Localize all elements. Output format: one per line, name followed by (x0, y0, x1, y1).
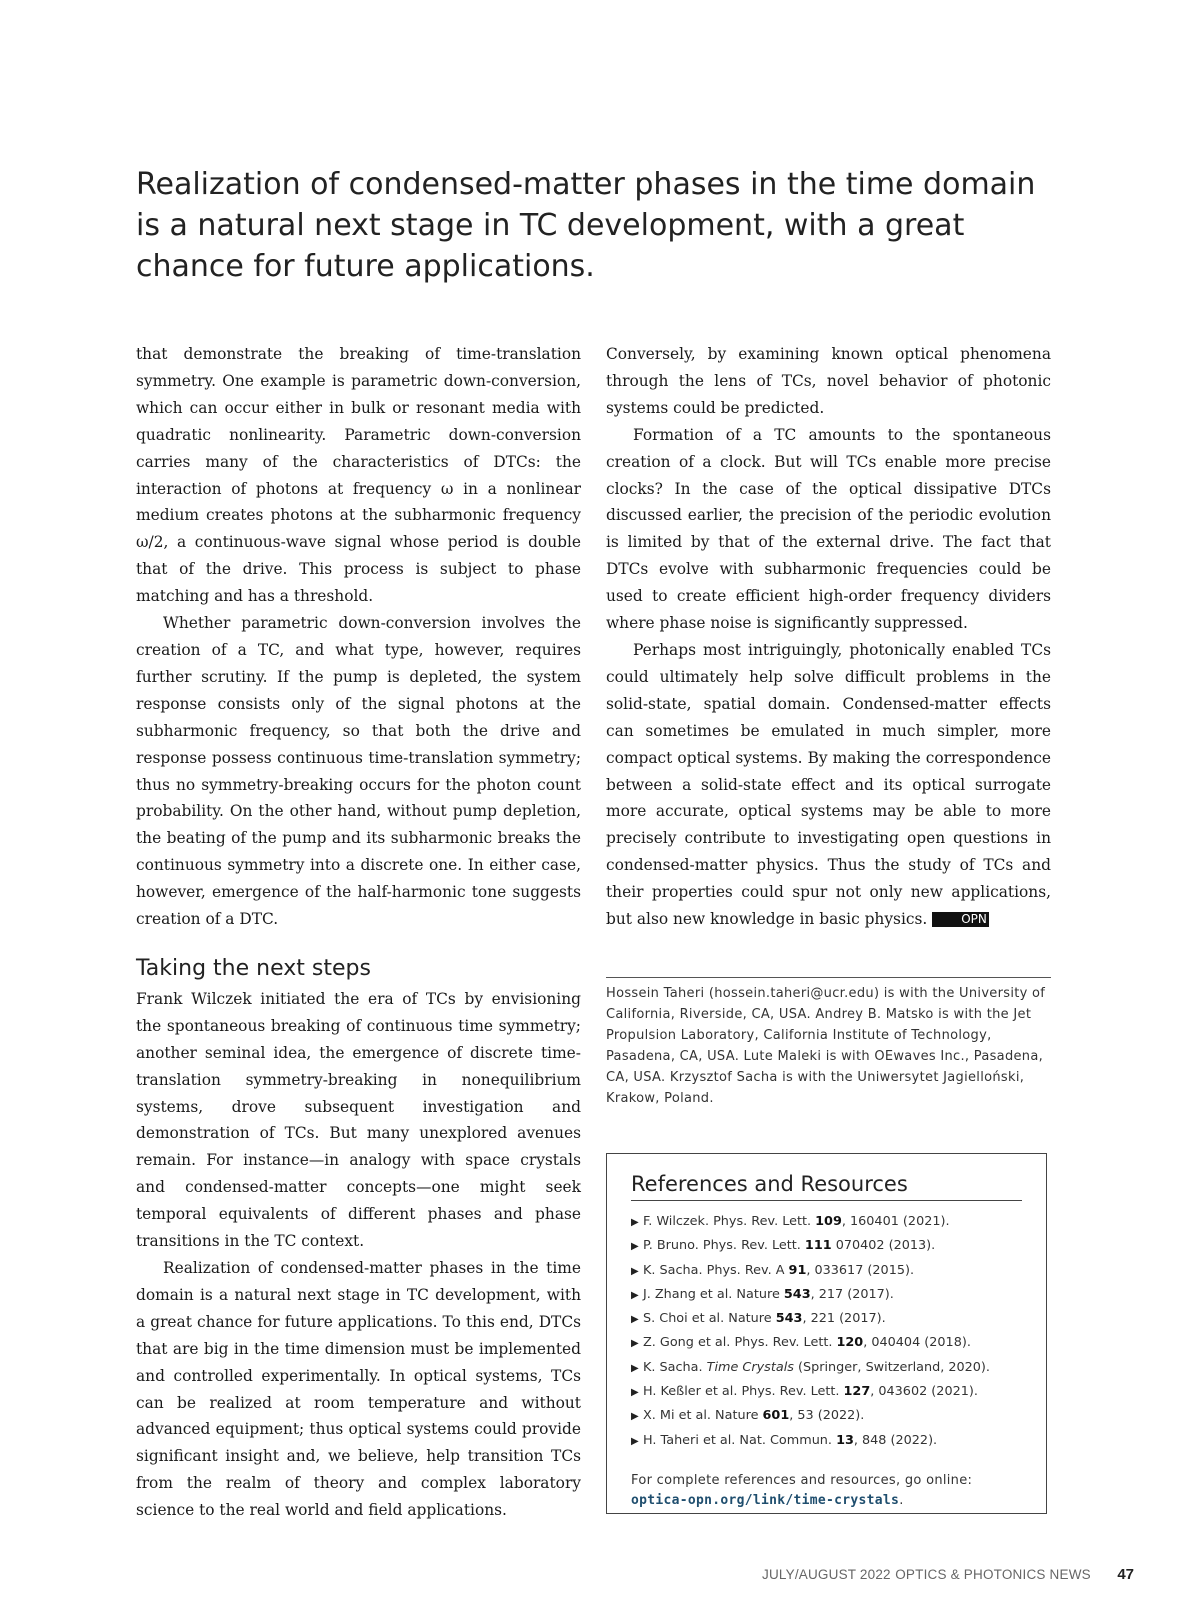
reference-title: Time Crystals (706, 1359, 794, 1375)
body-paragraph: Conversely, by examining known optical phenomena through the lens of TCs, novel behavior of photonic systems could be predicted. (606, 345, 1051, 417)
body-paragraph: Formation of a TC amounts to the spontaneous creation of a clock. But will TCs enable more precise clocks? In the case of the optical dissipative DTCs discussed earlier, the precision of the periodic evolution is limited by that of the external drive. The fact that DTCs evolve with subharmonic frequencies could be used to create efficient high-order frequency dividers where phase noise is significantly suppressed. (606, 425, 1051, 633)
body-paragraph: that demonstrate the breaking of time-translation symmetry. One example is parametric down-conversion, which can occur either in bulk or resonant media with quadratic nonlinearity. Parametric down-conversion carries many of the characteristics of DTCs: the interaction of photons at frequency ω in a nonlinear medium creates photons at the subharmonic frequency ω/2, a continuous-wave signal whose period is double that of the drive. This process is subject to phase matching and has a threshold. (136, 345, 581, 606)
bullet-arrow-icon: ▶ (631, 1338, 639, 1350)
reference-text: K. Sacha. (643, 1359, 707, 1375)
bullet-arrow-icon: ▶ (631, 1241, 639, 1253)
reference-text: F. Wilczek. Phys. Rev. Lett. (643, 1214, 816, 1229)
reference-item (631, 1234, 1022, 1258)
reference-item (631, 1429, 1022, 1453)
references-list (631, 1210, 1022, 1453)
reference-text: , 033617 (2015). (806, 1262, 915, 1278)
reference-item (631, 1380, 1022, 1404)
reference-item (631, 1259, 1022, 1283)
bullet-arrow-icon: ▶ (631, 1362, 639, 1374)
reference-volume: 543 (783, 1286, 811, 1302)
body-paragraph: Whether parametric down-conversion involves the creation of a TC, and what type, however, requires further scrutiny. If the pump is depleted, the system response consists only of the signal photons at the subharmonic frequency, so that both the drive and response possess continuous time-translation symmetry; thus no symmetry-breaking occurs for the photon count probability. On the other hand, without pump depletion, the beating of the pump and its subharmonic breaks the continuous symmetry into a discrete one. In either case, however, emergence of the half-harmonic tone suggests creation of a DTC. (136, 614, 581, 929)
reference-volume: 13 (836, 1432, 854, 1448)
reference-text: , 53 (2022). (789, 1408, 865, 1424)
reference-item (631, 1283, 1022, 1307)
reference-text: J. Zhang et al. Nature (643, 1286, 784, 1302)
author-bio: Hossein Taheri (hossein.taheri@ucr.edu) is with the University of California, Riverside, CA, USA. Andrey B. Matsko is with the Jet Propulsion Laboratory, California Institute of Technology, Pasadena, CA, USA. Lute Maleki is with OEwaves Inc., Pasadena, CA, USA. Krzysztof Sacha is with the Uniwersytet Jagielloński, Krakow, Poland. (606, 977, 1051, 1109)
footer-magazine: OPTICS & PHOTONICS NEWS (895, 1567, 1091, 1582)
reference-text: K. Sacha. Phys. Rev. A (643, 1262, 789, 1278)
reference-text: , 043602 (2021). (870, 1384, 978, 1400)
bullet-arrow-icon: ▶ (631, 1265, 639, 1277)
reference-text: , 040404 (2018). (863, 1335, 971, 1351)
reference-text: 070402 (2013). (831, 1238, 936, 1254)
reference-text: Z. Gong et al. Phys. Rev. Lett. (643, 1335, 837, 1351)
left-column (136, 341, 581, 1524)
body-paragraph: Frank Wilczek initiated the era of TCs by envisioning the spontaneous breaking of continuous time symmetry; another seminal idea, the emergence of discrete time-translation symmetry-breaking in nonequilibrium systems, drove subsequent investigation and demonstration of TCs. But many unexplored avenues remain. For instance—in analogy with space crystals and condensed-matter concepts—one might seek temporal equivalents of different phases and phase transitions in the TC context. (136, 989, 581, 1251)
section-heading: Taking the next steps (136, 955, 371, 981)
references-link-suffix: . (899, 1492, 904, 1508)
reference-text: P. Bruno. Phys. Rev. Lett. (643, 1238, 805, 1254)
reference-text: , 221 (2017). (802, 1311, 886, 1327)
right-column (606, 341, 1051, 933)
reference-volume: 91 (788, 1262, 807, 1278)
bullet-arrow-icon: ▶ (631, 1435, 639, 1447)
reference-volume: 109 (815, 1214, 842, 1229)
bullet-arrow-icon: ▶ (631, 1314, 639, 1326)
body-paragraph: Realization of condensed-matter phases in the time domain is a natural next stage in TC development, with a great chance for future applications. To this end, DTCs that are big in the time dimension must be implemented and controlled experimentally. In optical systems, TCs can be realized at room temperature and without advanced equipment; thus optical systems could provide significant insight and, we believe, help transition TCs from the realm of theory and complex laboratory science to the real world and field applications. (136, 1259, 581, 1520)
page-number: 47 (1117, 1566, 1134, 1583)
page-footer (762, 1566, 1134, 1584)
references-more-text: For complete references and resources, go online: (631, 1472, 973, 1488)
reference-item (631, 1356, 1022, 1380)
bullet-arrow-icon: ▶ (631, 1217, 639, 1228)
references-box (606, 1153, 1047, 1514)
reference-volume: 120 (836, 1335, 864, 1351)
bullet-arrow-icon: ▶ (631, 1289, 639, 1301)
reference-text: X. Mi et al. Nature (643, 1408, 763, 1424)
reference-text: H. Taheri et al. Nat. Commun. (643, 1432, 837, 1448)
reference-volume: 543 (775, 1311, 803, 1327)
footer-issue: JULY/AUGUST 2022 (762, 1567, 891, 1582)
reference-item (631, 1210, 1022, 1234)
reference-text: (Springer, Switzerland, 2020). (793, 1359, 990, 1375)
references-link[interactable]: optica-opn.org/link/time-crystals (631, 1492, 900, 1508)
bullet-arrow-icon: ▶ (631, 1387, 639, 1399)
pull-quote: Realization of condensed-matter phases in the time domain is a natural next stage in TC development, with a great chance for future applications. (136, 167, 1036, 284)
reference-text: , 217 (2017). (810, 1286, 894, 1302)
reference-text: , 848 (2022). (853, 1432, 938, 1448)
reference-text: , 160401 (2021). (841, 1214, 950, 1229)
bullet-arrow-icon: ▶ (631, 1411, 639, 1423)
body-paragraph-final (606, 637, 1051, 933)
reference-text: H. Keßler et al. Phys. Rev. Lett. (643, 1384, 844, 1400)
reference-volume: 111 (804, 1238, 832, 1254)
reference-item (631, 1331, 1022, 1355)
reference-volume: 127 (843, 1384, 871, 1400)
reference-volume: 601 (762, 1408, 790, 1424)
reference-item (631, 1404, 1022, 1428)
references-title: References and Resources (631, 1170, 1022, 1201)
references-more (631, 1471, 1022, 1511)
reference-item (631, 1307, 1022, 1331)
reference-text: S. Choi et al. Nature (643, 1311, 776, 1327)
opn-end-mark: OPN (932, 912, 989, 927)
body-paragraph-text: Perhaps most intriguingly, photonically enabled TCs could ultimately help solve difficult problems in the solid-state, spatial domain. Condensed-matter effects can sometimes be emulated in much simpler, more compact optical systems. By making the correspondence between a solid-state effect and its optical surrogate more accurate, optical systems may be able to more precisely contribute to investigating open questions in condensed-matter physics. Thus the study of TCs and their properties could spur not only new applications, but also new knowledge in basic physics. (606, 640, 1051, 929)
